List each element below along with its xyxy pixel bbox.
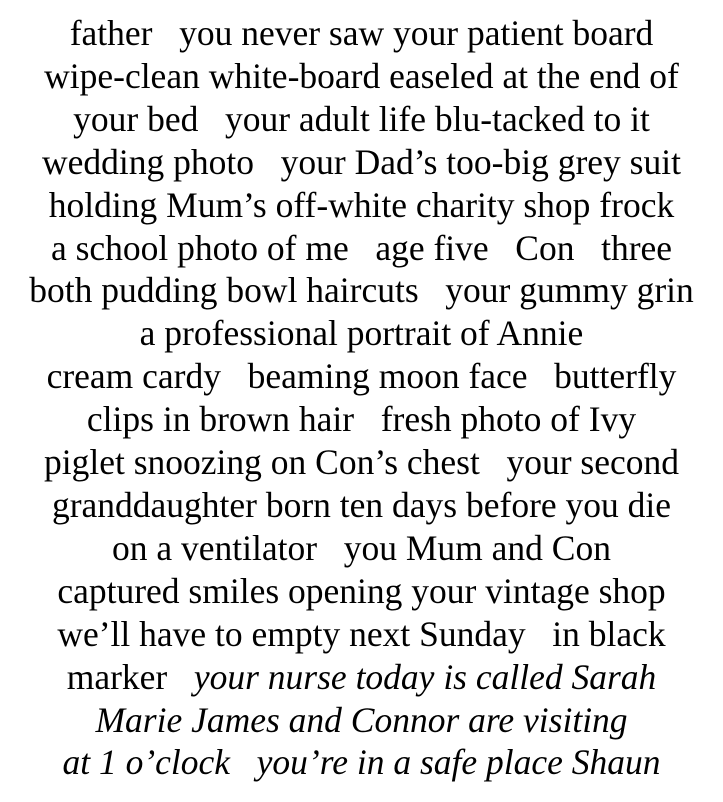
poem-line-10: clips in brown hair fresh photo of Ivy [86, 399, 637, 440]
poem-line-2: wipe-clean white-board easeled at the end of [44, 55, 679, 96]
poem-line-14: captured smiles opening your vintage shop [57, 570, 666, 611]
poem-line-11: piglet snoozing on Con’s chest your second [44, 442, 679, 483]
poem-line-5: holding Mum’s off-white charity shop frock [48, 184, 675, 225]
poem-line-12: granddaughter born ten days before you die [51, 484, 672, 525]
poem-line-7: both pudding bowl haircuts your gummy grin [29, 270, 694, 311]
poem-line-9: cream cardy beaming moon face butterfly [46, 356, 677, 397]
poem-line-16-italic: your nurse today is called Sarah [193, 656, 657, 697]
poem-line-3: your bed your adult life blu-tacked to it [73, 98, 650, 139]
poem-line-18: at 1 o’clock you’re in a safe place Shaun [62, 742, 661, 783]
poem-line-15: we’ll have to empty next Sunday in black [57, 613, 666, 654]
poem-text [0, 12, 723, 784]
poem-line-16-roman: marker [66, 656, 194, 697]
poem-line-6: a school photo of me age five Con three [50, 227, 673, 268]
poem-line-4: wedding photo your Dad’s too-big grey suit [42, 141, 681, 182]
poem-line-17: Marie James and Connor are visiting [95, 699, 628, 740]
poem-line-13: on a ventilator you Mum and Con [112, 527, 611, 568]
poem-line-1: father you never saw your patient board [69, 13, 654, 53]
poem-line-8: a professional portrait of Annie [139, 313, 584, 354]
poem-line-16 [0, 656, 723, 699]
